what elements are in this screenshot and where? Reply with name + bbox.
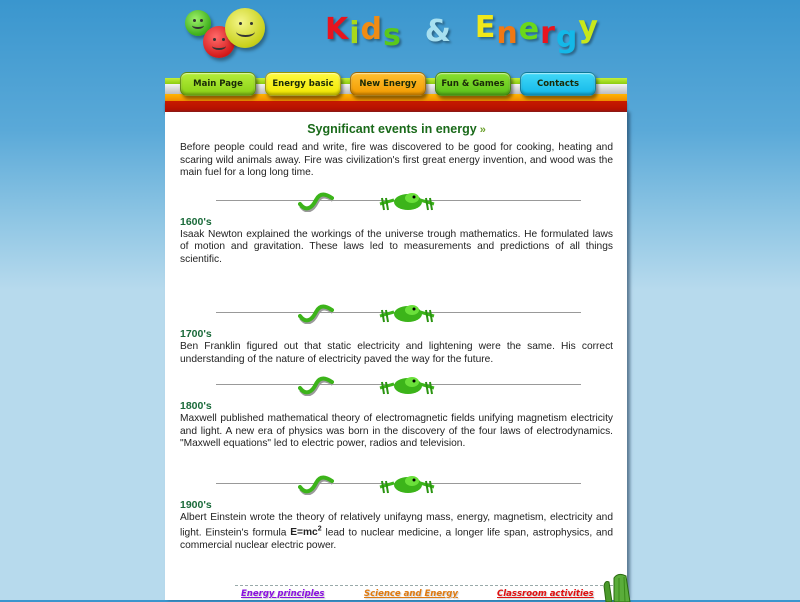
nav-main-page[interactable]: Main Page [180,72,256,96]
era-heading-1900s: 1900's [180,498,212,511]
logo-letter: E [474,10,497,45]
section-paragraph-1600s: Isaak Newton explained the workings of the universe trough mathematics. He formulated laws of motion and gravitation. These laws led to measurements and predictions of all things scientific. [180,228,613,265]
logo-letter: r [540,16,556,51]
nav-contacts[interactable]: Contacts [520,72,596,96]
logo-letter [452,12,475,47]
snake-icon [298,302,334,324]
footer-links [0,589,800,601]
yellow-smiley-icon [225,8,265,48]
divider-decoration [180,186,613,216]
gecko-icon [378,188,436,214]
content-panel [165,112,627,600]
double-chevron-right-icon: » [479,124,486,136]
smiley-logo-icon[interactable] [185,8,275,60]
gecko-icon [378,471,436,497]
logo-letter: K [325,12,350,47]
footer-link-science-and-energy[interactable]: Science and Energy [364,589,458,599]
footer-divider [235,585,613,586]
logo-letter: n [496,16,519,51]
logo-letter: i [349,16,361,51]
section-paragraph-1800s: Maxwell published mathematical theory of electromagnetic fields unifying magnetism electricity and light. A new era of physics was born in the discovery of the four laws of electrodynamics. "Maxwell equations" led to electric power, radios and television. [180,413,613,449]
snake-icon [298,473,334,495]
gecko-icon [378,300,436,326]
nav-energy-basic[interactable]: Energy basic [265,72,341,96]
logo-letter: y [578,10,599,45]
era-heading-1700s: 1700's [180,328,212,340]
nav-fun-games[interactable]: Fun & Games [435,72,511,96]
section-paragraph-1900s: Albert Einstein wrote the theory of relatively unifayng mass, energy, magnetism, electricity and light. Einstein's formula $E=mc^2$ lead to nuclear medicine, a longer life span, astrophysics, and commercial nuclear electric power. [180,511,614,551]
article [180,122,613,552]
nav-new-energy[interactable]: New Energy [350,72,426,96]
logo-letter [402,12,425,47]
divider-decoration [180,298,613,328]
footer-link-classroom-activities[interactable]: Classroom activities [497,589,594,599]
formula: $E=mc^2$ [290,526,322,539]
snake-icon [298,190,334,212]
intro-paragraph: Before people could read and write, fire was discovered to be good for cooking, heating and scaring wild animals away. Fire was civilization's first great energy invention, and wood was the main fuel for a long long time. [180,142,613,178]
snake-icon [298,374,334,396]
section-paragraph-1700s: Ben Franklin figured out that static electricity and lightening were the same. His correct understanding of the nature of electricity paved the way for the future. [180,341,613,365]
header [0,0,800,70]
footer-link-energy-principles[interactable]: Energy principles [241,589,325,599]
era-heading-1600s: 1600's [180,215,212,228]
logo-letter: & [424,14,452,49]
divider-decoration [180,469,613,499]
logo-letter: e [518,12,541,47]
gecko-icon [378,372,436,398]
cactus-icon [600,572,640,602]
divider-decoration [180,370,613,400]
era-heading-1800s: 1800's [180,400,212,412]
site-title-logo [325,12,599,56]
logo-letter: s [383,18,402,53]
page-title: Sygnificant events in energy » [307,122,486,136]
logo-letter: g [555,20,579,55]
logo-letter: d [360,12,384,47]
